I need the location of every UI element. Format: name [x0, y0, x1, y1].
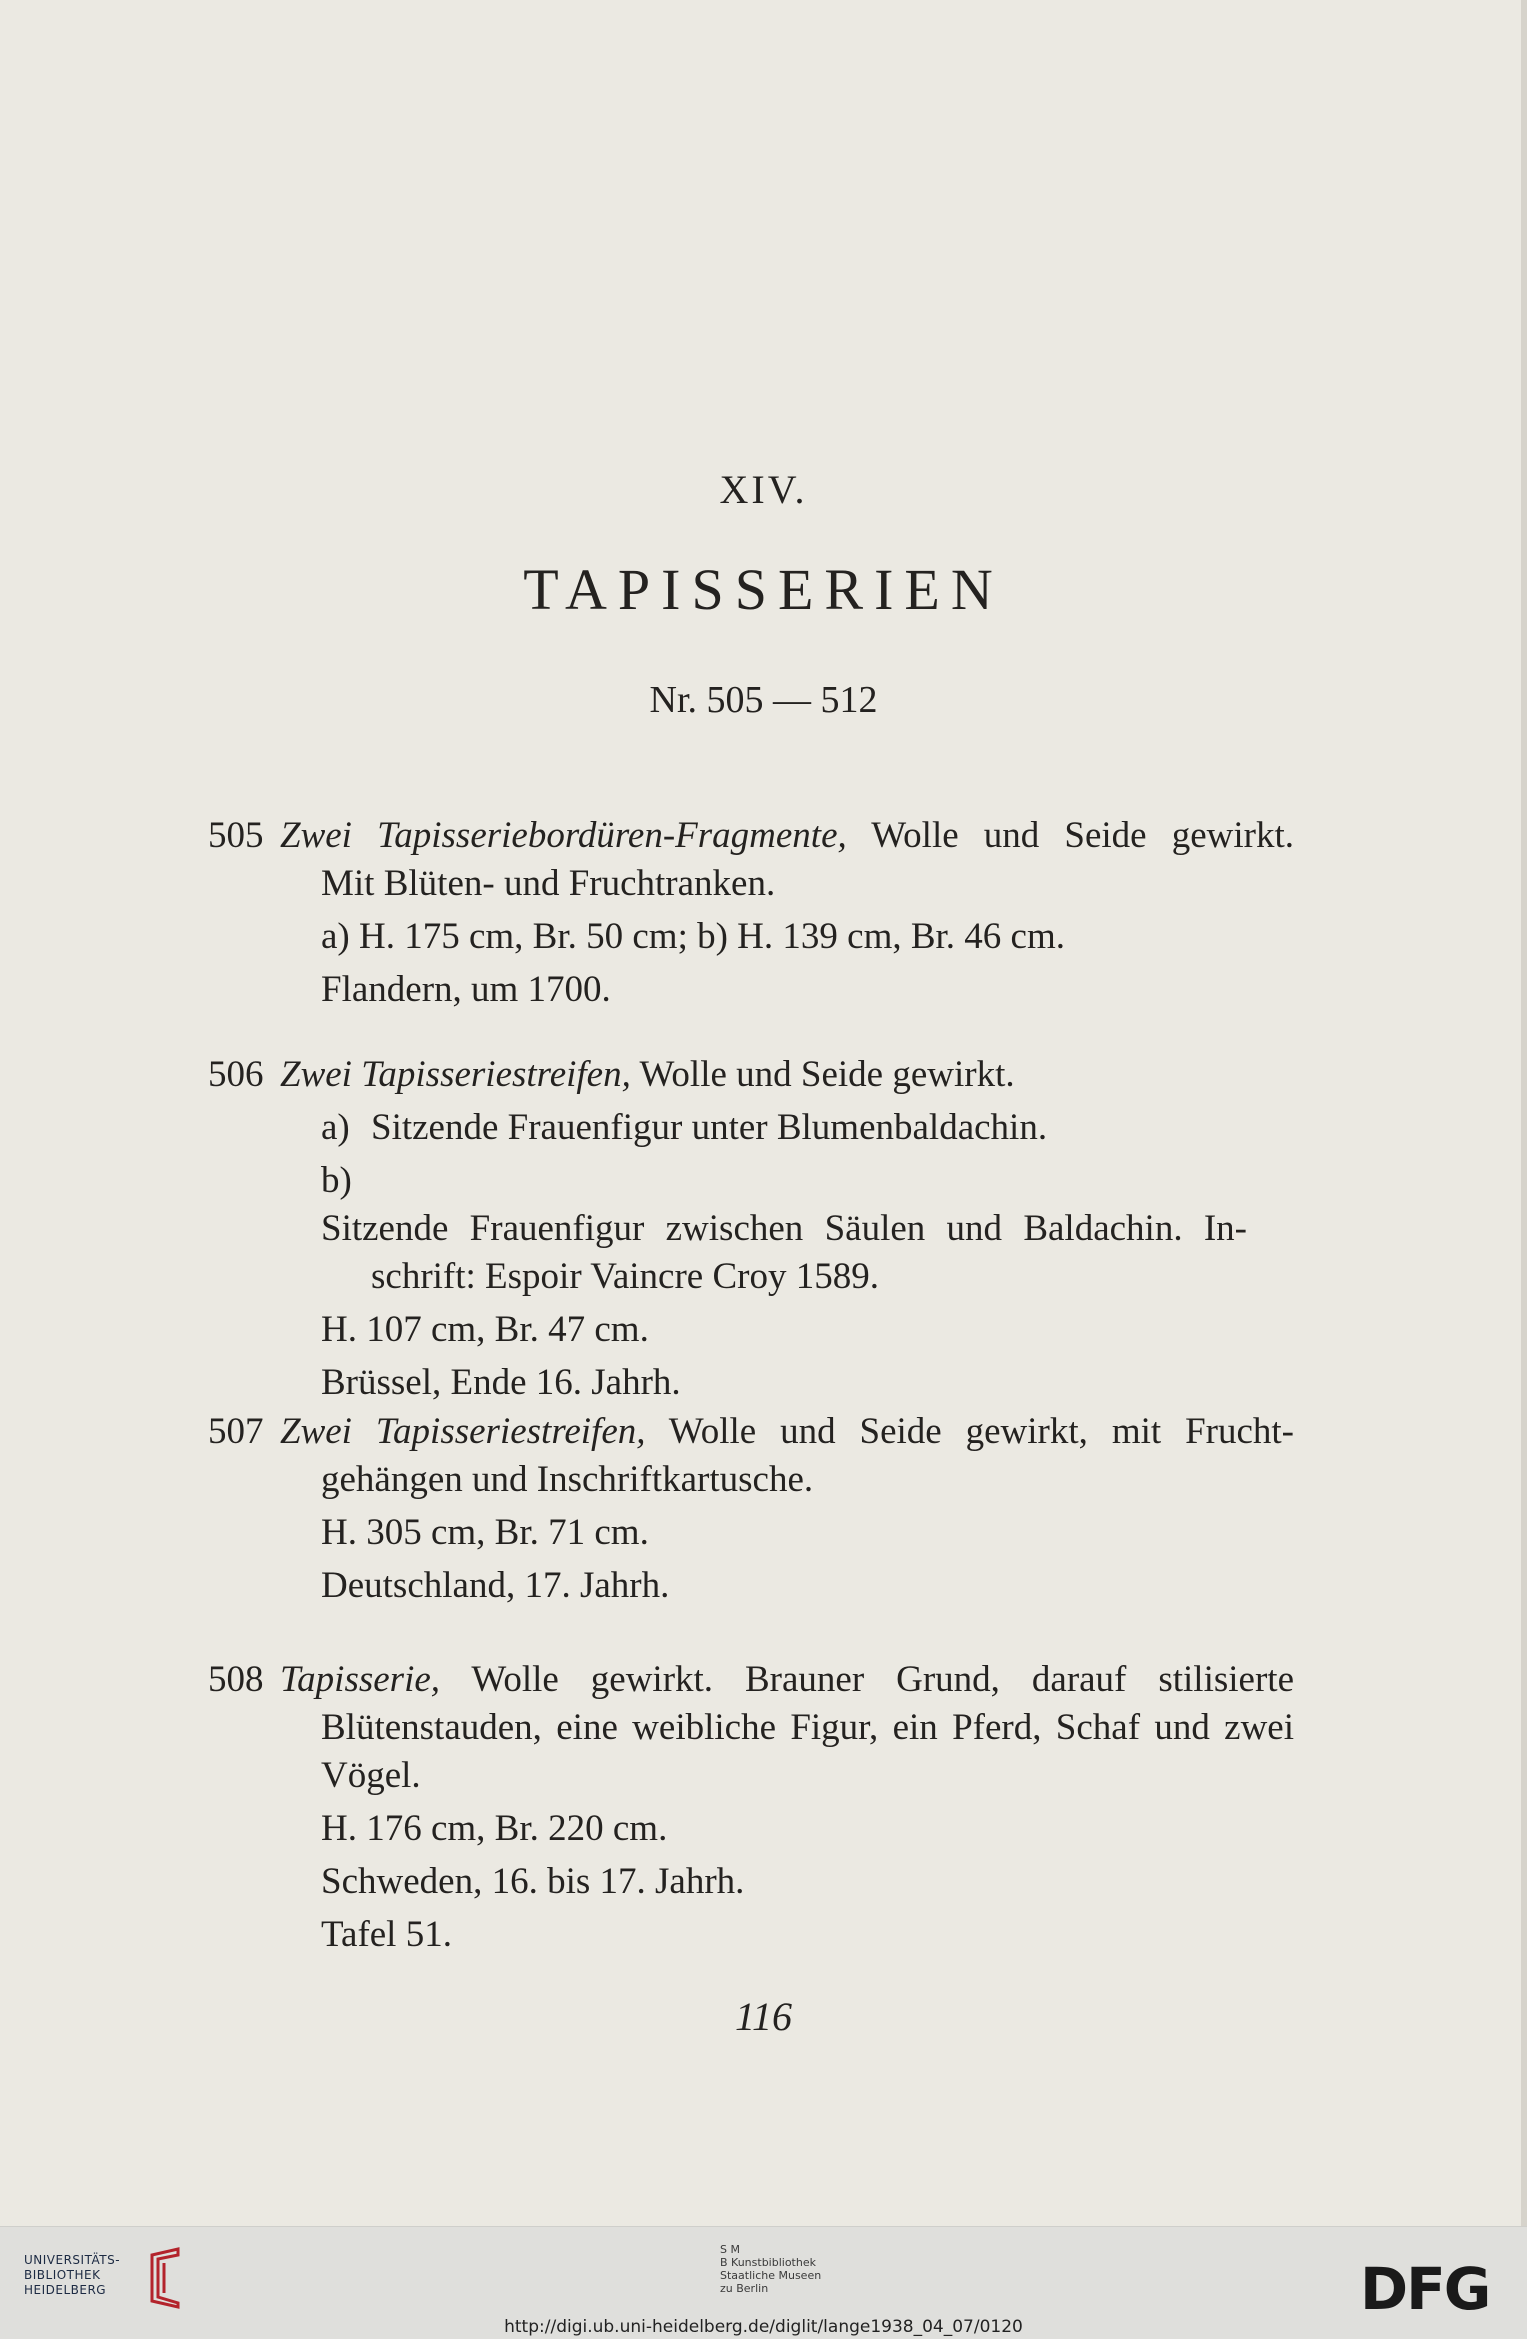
subitem-label: a): [321, 1107, 350, 1148]
entry-number: 506: [208, 1054, 264, 1095]
catalog-entry-508: [208, 1656, 1294, 1959]
entry-number: 508: [208, 1659, 264, 1700]
entry-subitem-a: [208, 1104, 1294, 1152]
museum-credit-line: B Kunstbibliothek: [720, 2256, 816, 2269]
page-edge: [1521, 0, 1527, 2226]
source-url-link[interactable]: http://digi.ub.uni-heidelberg.de/diglit/lange1938_04_07/0120: [504, 2317, 1023, 2337]
entry-name: Zwei Tapisseriestreifen,: [280, 1411, 646, 1452]
section-title: TAPISSERIEN: [523, 557, 1004, 622]
catalog-entry-505: [208, 812, 1294, 1014]
entry-name: Zwei Tapisseriestreifen,: [280, 1054, 631, 1095]
library-name-line: BIBLIOTHEK: [24, 2268, 101, 2282]
entry-dimensions: H. 107 cm, Br. 47 cm.: [321, 1309, 649, 1350]
dfg-logo-icon: DFG: [1360, 2255, 1490, 2323]
library-logo-icon: [138, 2247, 188, 2309]
entry-name: Zwei Tapisseriebordüren-Fragmente,: [280, 815, 847, 856]
museum-credit-line: Staatliche Museen: [720, 2269, 822, 2282]
entry-origin: Brüssel, Ende 16. Jahrh.: [321, 1362, 681, 1403]
entry-description: Wolle und Seide gewirkt.: [871, 815, 1294, 856]
section-number: XIV.: [719, 467, 808, 512]
entry-description: Wolle und Seide gewirkt, mit Frucht-: [668, 1411, 1294, 1452]
entry-description-continued-2: Vögel.: [321, 1755, 421, 1796]
entry-description-continued: Blütenstauden, eine weibliche Figur, ein Pferd, Schaf und zwei: [321, 1707, 1294, 1748]
entry-description-continued: gehängen und Inschriftkartusche.: [321, 1459, 814, 1500]
museum-credit: [720, 2243, 821, 2295]
entry-number: 505: [208, 815, 264, 856]
entry-dimensions: a) H. 175 cm, Br. 50 cm; b) H. 139 cm, Br. 46 cm.: [321, 916, 1066, 957]
museum-credit-line: S M: [720, 2243, 740, 2256]
library-name-line: UNIVERSITÄTS-: [24, 2253, 121, 2267]
catalog-range: Nr. 505 — 512: [649, 679, 878, 721]
subitem-label: b): [321, 1160, 352, 1201]
entry-dimensions: H. 305 cm, Br. 71 cm.: [321, 1512, 649, 1553]
entry-plate: Tafel 51.: [321, 1914, 452, 1955]
entry-heading: [208, 1051, 1294, 1099]
viewer-footer: [0, 2226, 1527, 2339]
library-name: [24, 2253, 120, 2298]
catalog-entry-507: [208, 1408, 1294, 1610]
subitem-text: Sitzende Frauenfigur unter Blumenbaldachin.: [371, 1107, 1048, 1148]
entry-name: Tapisserie,: [280, 1659, 441, 1700]
entry-origin: Flandern, um 1700.: [321, 969, 611, 1010]
library-name-line: HEIDELBERG: [24, 2283, 107, 2297]
entry-description: Wolle und Seide gewirkt.: [639, 1054, 1015, 1095]
entry-heading: [208, 1656, 1294, 1704]
subitem-text-continued: schrift: Espoir Vaincre Croy 1589.: [371, 1256, 879, 1297]
entry-origin: Schweden, 16. bis 17. Jahrh.: [321, 1861, 745, 1902]
entry-description-continued: Mit Blüten- und Fruchtranken.: [321, 863, 776, 904]
subitem-text: Sitzende Frauenfigur zwischen Säulen und Baldachin. In-: [321, 1208, 1247, 1249]
entry-heading: [208, 1408, 1294, 1456]
entry-subitem-b: [208, 1157, 1294, 1301]
museum-credit-line: zu Berlin: [720, 2282, 769, 2295]
entry-dimensions: H. 176 cm, Br. 220 cm.: [321, 1808, 668, 1849]
entry-heading: [208, 812, 1294, 860]
page-number: 116: [734, 1994, 793, 2039]
entry-origin: Deutschland, 17. Jahrh.: [321, 1565, 670, 1606]
entry-description: Wolle gewirkt. Brauner Grund, darauf stilisierte: [471, 1659, 1294, 1700]
catalog-entry-506: [208, 1051, 1294, 1407]
entry-number: 507: [208, 1411, 264, 1452]
